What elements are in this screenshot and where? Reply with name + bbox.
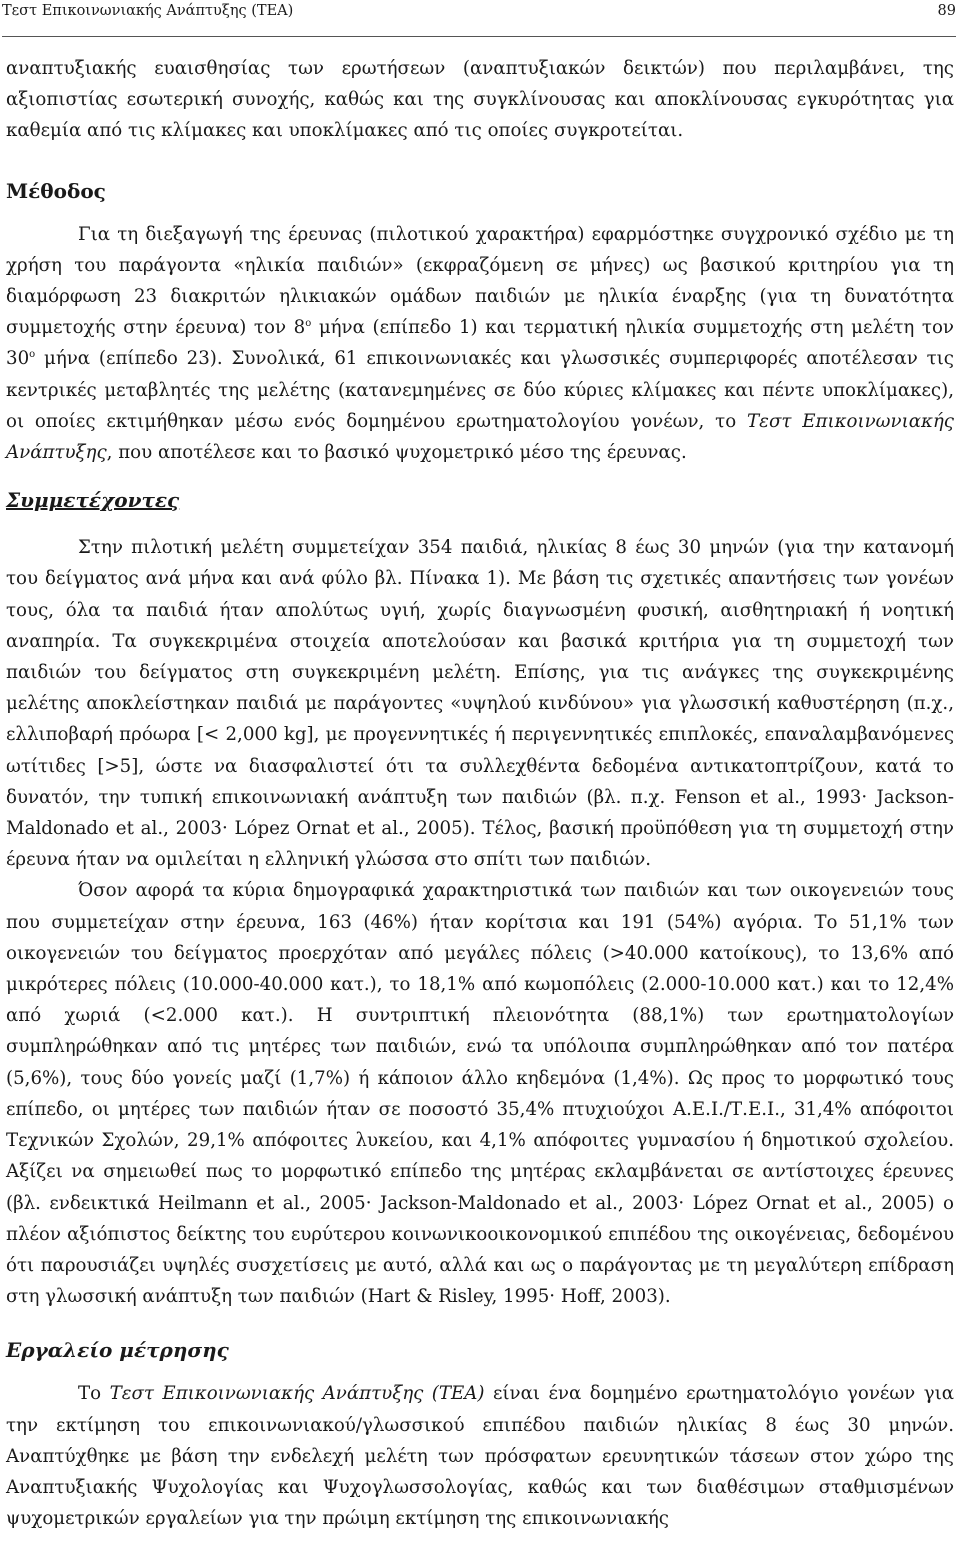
tools-text-a: Το xyxy=(78,1383,110,1405)
methods-text-d: , που αποτέλεσε και το βασικό ψυχομετρικό μέσο της έρευνας. xyxy=(106,442,687,464)
running-header xyxy=(2,0,956,37)
running-title: Τεστ Επικοινωνιακής Ανάπτυξης (ΤΕΑ) xyxy=(2,3,294,19)
participants-paragraph-2: Όσον αφορά τα κύρια δημογραφικά χαρακτηριστικά των παιδιών και των οικογενειών τους που συμμετείχαν στην έρευνα, 163 (46%) ήταν κορίτσια και 191 (54%) αγόρια. Το 51,1% των οικογενειών του δείγματος προερχόταν από μεγάλες πόλεις (>40.000 κατοίκους), το 13,6% από μικρότερες πόλεις (10.000-40.000 κατ.), το 18,1% από κωμοπόλεις (2.000-10.000 κατ.) και το 12,4% από χωριά (<2.000 κατ.). Η συντριπτική πλειονότητα (88,1%) των ερωτηματολογίων συμπληρώθηκαν από τις μητέρες των παιδιών, ενώ τα υπόλοιπα συμπληρώθηκαν από τον πατέρα (5,6%), τους δύο γονείς μαζί (1,7%) ή κάποιον άλλο κηδεμόνα (1,4%). Ως προς το μορφωτικό τους επίπεδο, οι μητέρες των παιδιών ήταν σε ποσοστό 35,4% πτυχιούχοι Α.Ε.Ι./Τ.Ε.Ι., 31,4% απόφοιτοι Τεχνικών Σχολών, 29,1% απόφοιτες λυκείου, και 4,1% απόφοιτες γυμνασίου ή δημοτικού σχολείου. Αξίζει να σημειωθεί πως το μορφωτικό επίπεδο της μητέρας εκλαμβάνεται σε αντίστοιχες έρευνες (βλ. ενδεικτικά Heilmann et al., 2005· Jackson-Maldonado et al., 2003· López Ornat et al., 2005) ο πλέον αξιόπιστος δείκτης του ευρύτερου κοινωνικοοικονομικού επιπέδου της οικογένειας, δεδομένου ότι παρουσιάζει υψηλές συσχετίσεις με αυτό, αλλά και ως ο παράγοντας με τη μεγαλύτερη επίδραση στη γλωσσική ανάπτυξη των παιδιών (Hart & Risley, 1995· Hoff, 2003). xyxy=(6,880,954,1308)
methods-paragraph xyxy=(6,219,954,469)
page-number: 89 xyxy=(937,3,956,19)
ordinal-marker: ο xyxy=(305,318,312,330)
document-body xyxy=(6,53,954,1534)
ordinal-marker: ο xyxy=(29,349,36,361)
methods-text-a: Για τη διεξαγωγή της έρευνας (πιλοτικού χαρακτήρα) εφαρμόστηκε συγχρονικό σχέδιο με τη χρήση του παράγοντα «ηλικία παιδιών» (εκφραζόμενη σε μήνες) ως βασικού κριτηρίου για τη διαμόρφωση 23 διακριτών ηλικιακών ομάδων παιδιών με ηλικία έναρξης (για τη δυνατότητα συμμετοχής στην έρευνα) τον 8 xyxy=(6,223,954,339)
heading-participants: Συμμετέχοντες xyxy=(6,488,180,513)
participants-paragraph-1: Στην πιλοτική μελέτη συμμετείχαν 354 παιδιά, ηλικίας 8 έως 30 μηνών (για την κατανομή του δείγματος ανά μήνα και ανά φύλο βλ. Πίνακα 1). Με βάση τις σχετικές απαντήσεις των γονέων τους, όλα τα παιδιά ήταν απολύτως υγιή, χωρίς διαγνωσμένη φυσική, αισθητηριακή ή νοητική αναπηρία. Τα συγκεκριμένα στοιχεία αποτελούσαν και βασικά κριτήρια για τη συμμετοχή των παιδιών του δείγματος στη συγκεκριμένη μελέτη. Επίσης, για τις ανάγκες της συγκεκριμένης μελέτης αποκλείστηκαν παιδιά με παράγοντες «υψηλού κινδύνου» για γλωσσική καθυστέρηση (π.χ., ελλιποβαρή πρόωρα [< 2,000 kg], με προγεννητικές ή περιγεννητικές επιπλοκές, επαναλαμβανόμενες ωτίτιδες [>5], ώστε να διασφαλιστεί ότι τα συλλεχθέντα δεδομένα αντικατοπτρίζουν, κατά το δυνατόν, την τυπική επικοινωνιακή ανάπτυξη των παιδιών (βλ. π.χ. Fenson et al., 1993· Jackson-Maldonado et al., 2003· López Ornat et al., 2005). Τέλος, βασική προϋπόθεση για τη συμμετοχή στην έρευνα ήταν να ομιλείται η ελληνική γλώσσα στο σπίτι των παιδιών. xyxy=(6,537,954,871)
test-name-italic: Τεστ Επικοινωνιακής Ανάπτυξης xyxy=(6,410,954,464)
heading-methods: Μέθοδος xyxy=(6,178,106,203)
tea-name-italic: Τεστ Επικοινωνιακής Ανάπτυξης (ΤΕΑ) xyxy=(109,1383,485,1405)
tools-paragraph xyxy=(6,1378,954,1534)
methods-text-c: μήνα (επίπεδο 23). Συνολικά, 61 επικοινωνιακές και γλωσσικές συμπεριφορές αποτέλεσαν τις κεντρικές μεταβλητές της μελέτης (κατανεμημένες σε δύο κύριες κλίμακες και πέντε υποκλίμακες), οι οποίες εκτιμήθηκαν μέσω ενός δομημένου ερωτηματολογίου γονέων, το xyxy=(6,348,954,432)
methods-text-b: μήνα (επίπεδο 1) και τερματική ηλικία συμμετοχής στη μελέτη τον 30 xyxy=(6,317,954,370)
heading-measurement-tool: Εργαλείο μέτρησης xyxy=(6,1338,229,1363)
tools-text-b: είναι ένα δομημένο ερωτηματολόγιο γονέων για την εκτίμηση του επικοινωνιακού/γλωσσικού επιπέδου παιδιών ηλικίας 8 έως 30 μηνών. Αναπτύχθηκε με βάση την ενδελεχή μελέτη των πρόσφατων ερευνητικών τάσεων στον χώρο της Αναπτυξιακής Ψυχολογίας και Ψυχογλωσσολογίας, καθώς και των διαθέσιμων σταθμισμένων ψυχομετρικών εργαλείων για την πρώιμη εκτίμηση της επικοινωνιακής xyxy=(6,1383,954,1530)
intro-paragraph: αναπτυξιακής ευαισθησίας των ερωτήσεων (αναπτυξιακών δεικτών) που περιλαμβάνει, της αξιοπιστίας εσωτερική συνοχής, καθώς και της συγκλίνουσας και αποκλίνουσας εγκυρότητας για καθεμία από τις κλίμακες και υποκλίμακες από τις οποίες συγκροτείται. xyxy=(6,58,954,142)
